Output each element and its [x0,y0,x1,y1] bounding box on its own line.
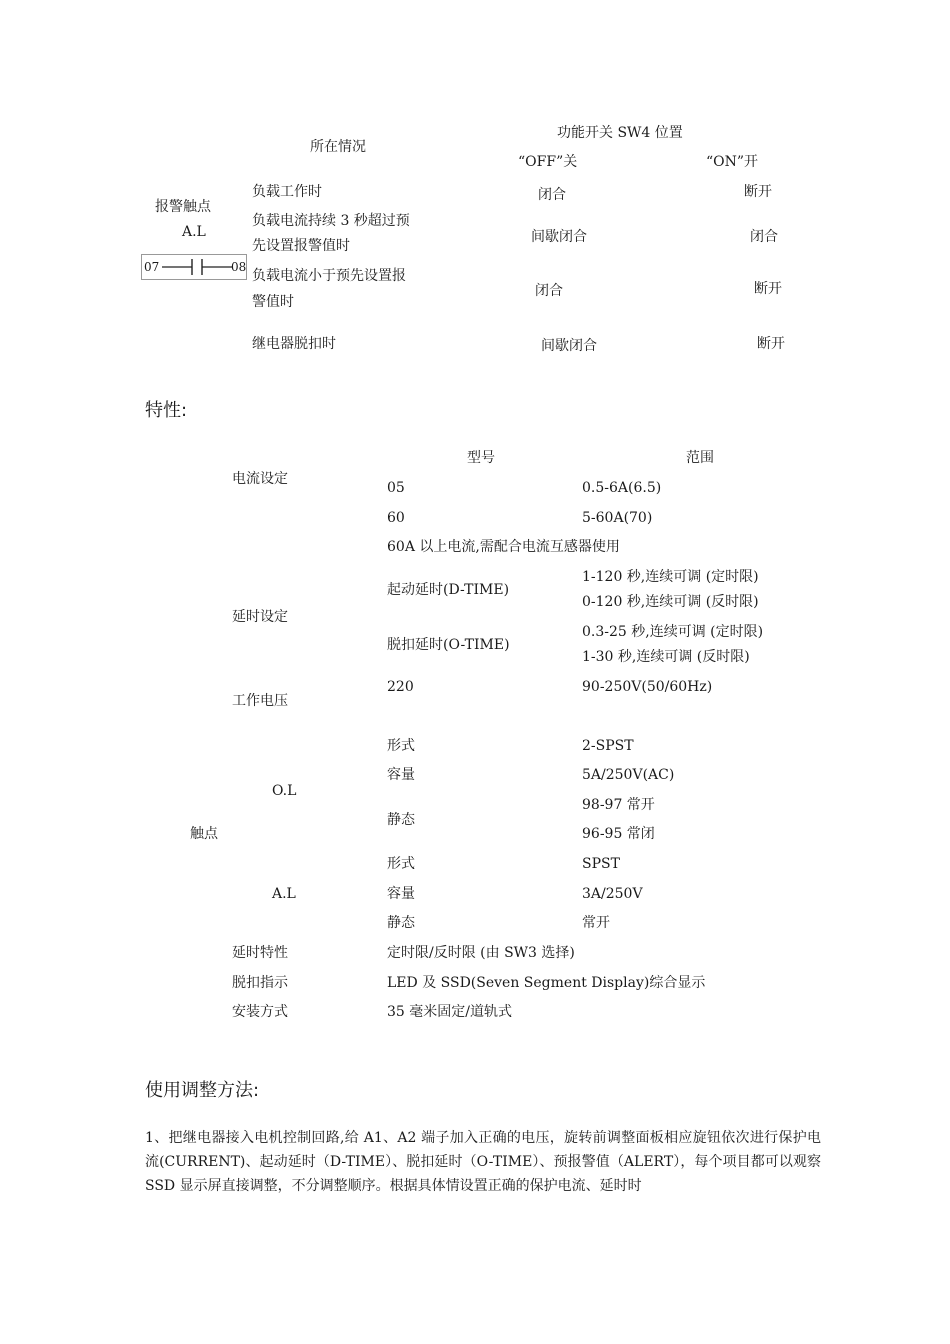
al-form-label: 形式 [387,856,415,872]
ol-capacity-value: 5A/250V(AC) [582,767,675,783]
mount-value: 35 毫米固定/道轨式 [387,1004,512,1020]
ol-form-value: 2-SPST [582,738,634,754]
col-on-header: “ON”开 [706,154,759,170]
start-delay-range-2: 0-120 秒,连续可调 (反时限) [582,594,759,610]
row2-on: 闭合 [750,229,778,245]
current-model-1: 05 [387,480,405,496]
row4-on: 断开 [757,336,785,352]
contact-label: 触点 [190,826,218,842]
al-label: A.L [272,886,296,902]
alarm-contact-label: 报警触点 [155,199,211,215]
current-setting-label: 电流设定 [232,471,288,487]
start-delay-range-1: 1-120 秒,连续可调 (定时限) [582,569,759,585]
col-model-header: 型号 [467,450,495,466]
current-ct-note: 60A 以上电流,需配合电流互感器使用 [387,539,620,555]
ol-label: O.L [272,783,297,799]
contact-terminal-right: 08 [231,260,247,274]
col-switch-header: 功能开关 SW4 位置 [557,125,683,141]
usage-paragraph: 1、把继电器接入电机控制回路,给 A1、A2 端子加入正确的电压，旋转前调整面板相应旋钮依次进行保护电流(CURRENT)、起动延时（D-TIME）、脱扣延时（O-TIME）、预报警值（ALERT），每个项目都可以观察 SSD 显示屏直接调整，不分调整顺序。根据具体情设置正确的保护电流、延时时 [145,1130,821,1194]
start-delay-label: 起动延时(D-TIME) [387,582,510,598]
ol-capacity-label: 容量 [387,767,415,783]
al-form-value: SPST [582,856,620,872]
current-range-1: 0.5-6A(6.5) [582,480,662,496]
trip-delay-range-2: 1-30 秒,连续可调 (反时限) [582,649,750,665]
voltage-range: 90-250V(50/60Hz) [582,679,713,695]
row1-off: 闭合 [538,187,566,203]
col-off-header: “OFF”关 [518,154,578,170]
col-situation-header: 所在情况 [310,139,366,155]
row3-off: 闭合 [535,283,563,299]
spec-heading: 特性: [145,400,188,421]
contact-terminal-left: 07 [144,260,160,274]
delay-char-label: 延时特性 [232,945,288,961]
al-static-value: 常开 [582,915,610,931]
alarm-contact-sublabel: A.L [182,224,206,240]
row3-situation-line1: 负载电流小于预先设置报 [252,268,406,284]
trip-indicator-value: LED 及 SSD(Seven Segment Display)综合显示 [387,975,706,991]
al-static-label: 静态 [387,915,415,931]
al-capacity-label: 容量 [387,886,415,902]
row2-situation-line1: 负载电流持续 3 秒超过预 [252,213,410,229]
voltage-label: 工作电压 [232,693,288,709]
voltage-model: 220 [387,679,414,695]
row2-off: 间歇闭合 [531,229,587,245]
row2-situation-line2: 先设置报警值时 [252,238,350,254]
delay-char-value: 定时限/反时限 (由 SW3 选择) [387,945,575,961]
col-range-header: 范围 [686,450,714,466]
ol-static-label: 静态 [387,812,415,828]
delay-setting-label: 延时设定 [232,609,288,625]
row1-on: 断开 [744,184,772,200]
row4-off: 间歇闭合 [541,338,597,354]
ol-form-label: 形式 [387,738,415,754]
usage-heading: 使用调整方法: [145,1080,260,1101]
trip-delay-label: 脱扣延时(O-TIME) [387,637,510,653]
row3-situation-line2: 警值时 [252,294,294,310]
mount-label: 安装方式 [232,1004,288,1020]
trip-delay-range-1: 0.3-25 秒,连续可调 (定时限) [582,624,764,640]
ol-static-value-1: 98-97 常开 [582,797,655,813]
row4-situation: 继电器脱扣时 [252,336,336,352]
contact-symbol [141,254,247,280]
ol-static-value-2: 96-95 常闭 [582,826,655,842]
row3-on: 断开 [754,281,782,297]
row1-situation: 负载工作时 [252,184,322,200]
current-range-2: 5-60A(70) [582,510,653,526]
current-model-2: 60 [387,510,405,526]
trip-indicator-label: 脱扣指示 [232,975,288,991]
al-capacity-value: 3A/250V [582,886,643,902]
